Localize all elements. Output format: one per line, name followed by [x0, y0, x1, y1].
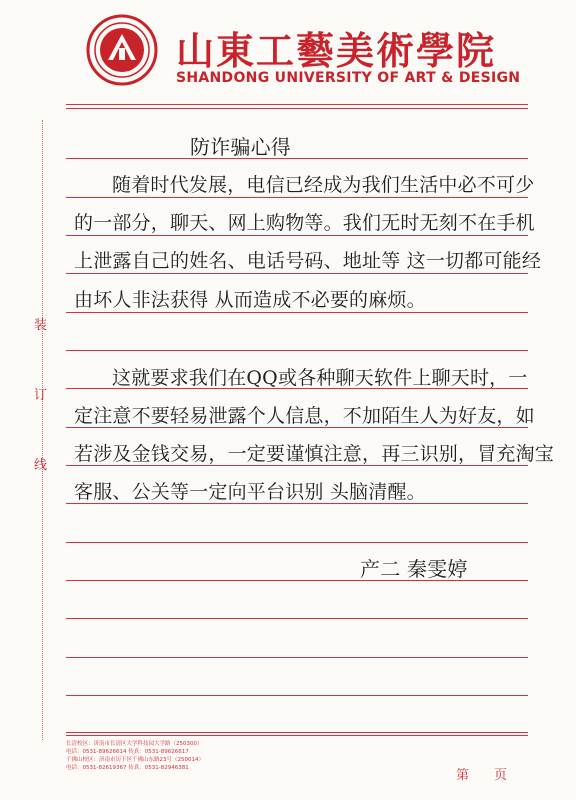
university-name-en: SHANDONG UNIVERSITY OF ART & DESIGN	[176, 70, 521, 86]
essay-title: 防诈骗心得	[190, 135, 291, 159]
ruled-line	[66, 542, 528, 543]
footer-address	[66, 740, 366, 772]
ruled-line	[66, 735, 528, 736]
ruled-line	[66, 312, 528, 313]
ruled-line	[66, 732, 528, 733]
essay-line: 客服、公关等一定向平台识别 头脑清醒。	[74, 481, 426, 503]
essay-line: 的一部分，聊天、网上购物等。我们无时无刻不在手机	[74, 212, 535, 234]
ruled-line	[66, 273, 528, 274]
divider	[66, 108, 528, 109]
footer-line: 电话：0531-82619367 传真：0531-82946381	[66, 765, 189, 771]
footer-line: 千佛山校区：济南市历下区千佛山东路23号（250014）	[66, 757, 204, 763]
essay-line: 这就要求我们在QQ或各种聊天软件上聊天时，一	[112, 367, 528, 389]
binding-mark: 订	[34, 388, 48, 403]
ruled-line	[66, 158, 528, 159]
binding-mark: 线	[34, 458, 48, 473]
essay-line: 定注意不要轻易泄露个人信息，不加陌生人为好友，如	[74, 405, 535, 427]
divider	[66, 104, 528, 105]
ruled-line	[66, 197, 528, 198]
signature: 产二 秦雯婷	[360, 557, 468, 581]
essay-line: 由坏人非法获得 从而造成不必要的麻烦。	[74, 289, 426, 311]
essay-line: 上泄露自己的姓名、电话号码、地址等 这一切都可能经	[74, 250, 542, 272]
footer-line: 长清校区：济南市长清区大学科技园大学路（250300）	[66, 741, 203, 747]
ruled-line	[66, 695, 528, 696]
university-name-cn: 山東工藝美術學院	[176, 28, 497, 73]
ruled-line	[66, 657, 528, 658]
university-seal-icon	[86, 14, 158, 86]
ruled-line	[66, 235, 528, 236]
binding-mark: 装	[34, 318, 48, 333]
ruled-line	[66, 618, 528, 619]
letterhead	[0, 0, 576, 100]
ruled-line	[66, 350, 528, 351]
essay-line: 随着时代发展，电信已经成为我们生活中必不可少	[112, 174, 535, 196]
page-label-left: 第	[456, 768, 470, 783]
footer-line: 电话：0531-89626614 传真：0531-89626617	[66, 749, 189, 755]
page-label-right: 页	[494, 768, 508, 783]
binding-margin	[42, 120, 43, 740]
essay-line: 若涉及金钱交易，一定要谨慎注意，再三识别，冒充淘宝	[74, 443, 555, 465]
